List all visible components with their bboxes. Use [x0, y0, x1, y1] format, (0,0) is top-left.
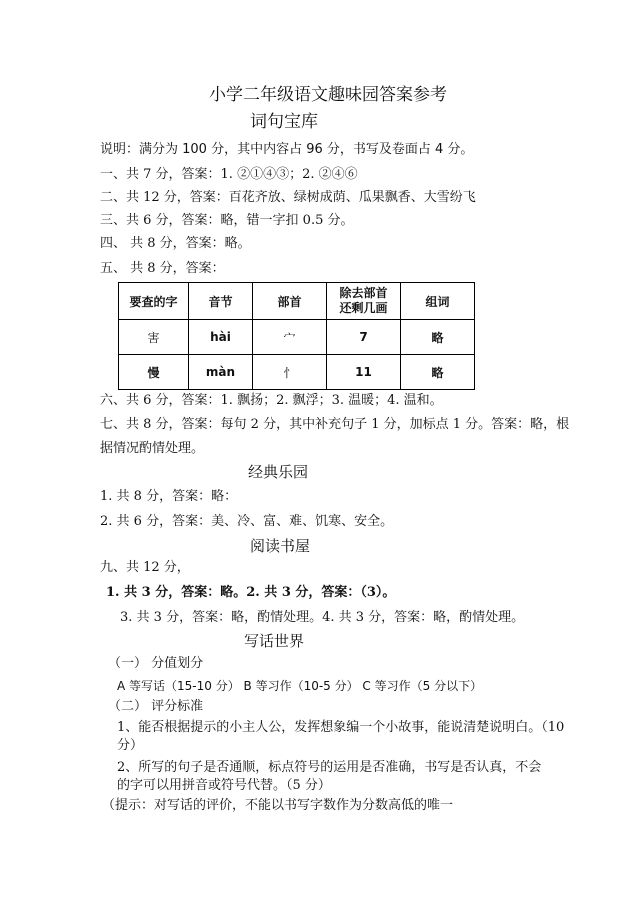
answer-q3: 三、共 6 分，答案：略，错一字扣 0.5 分。: [100, 213, 354, 228]
table-row: [119, 320, 475, 355]
section-title-reading: 阅读书屋: [250, 537, 311, 555]
table-cell: hài: [189, 320, 253, 355]
writing-criteria-heading: （二） 评分标准: [108, 699, 204, 714]
writing-criterion-1-line1: 1、能否根据提示的小主人公，发挥想象编一个小故事，能说清楚说明白。（10: [117, 720, 565, 735]
writing-hint: （提示：对写话的评价，不能以书写字数作为分数高低的唯一: [102, 798, 454, 813]
answer-q4: 四、 共 8 分，答案：略。: [100, 236, 251, 251]
table-header: 组词: [401, 283, 475, 320]
table-cell: 忄: [253, 355, 327, 390]
answer-reading-intro: 九、共 12 分，: [100, 560, 190, 575]
writing-criterion-2-line2: 的字可以用拼音或符号代替。（5 分）: [117, 778, 331, 793]
section-title-writing: 写话世界: [244, 632, 305, 650]
answer-q5: 五、 共 8 分，答案：: [100, 261, 225, 276]
writing-criterion-1-line2: 分）: [117, 738, 144, 753]
table-header: 部首: [253, 283, 327, 320]
table-cell: 宀: [253, 320, 327, 355]
table-cell: màn: [189, 355, 253, 390]
table-row: [119, 355, 475, 390]
section-title-classics: 经典乐园: [248, 463, 309, 481]
table-cell: 7: [327, 320, 401, 355]
answer-q6: 六、共 6 分，答案：1. 飘扬；2. 飘浮；3. 温暖；4. 温和。: [100, 393, 443, 408]
writing-score-levels-heading: （一） 分值划分: [108, 656, 204, 671]
answer-reading-3-4: 3. 共 3 分，答案：略，酌情处理。4. 共 3 分，答案：略，酌情处理。: [120, 610, 525, 625]
answer-reading-1-2: 1. 共 3 分，答案：略。2. 共 3 分，答案：（3）。: [106, 585, 396, 600]
dictionary-lookup-table: [118, 282, 475, 390]
table-cell: 慢: [119, 355, 189, 390]
table-cell: 害: [119, 320, 189, 355]
answer-classics-1: 1. 共 8 分，答案：略：: [100, 489, 238, 504]
table-cell: 略: [401, 355, 475, 390]
document-title: 小学二年级语文趣味园答案参考: [209, 85, 447, 105]
answer-q1: 一、共 7 分，答案：1. ②①④③；2. ②④⑥: [100, 167, 358, 182]
answer-q7-line2: 据情况酌情处理。: [100, 441, 205, 456]
writing-score-levels: A 等写话（15-10 分） B 等习作（10-5 分） C 等习作（5 分以下）: [117, 679, 483, 693]
table-cell: 11: [327, 355, 401, 390]
answer-q2: 二、共 12 分，答案：百花齐放、绿树成荫、瓜果飘香、大雪纷飞: [100, 190, 476, 205]
scoring-note: 说明：满分为 100 分，其中内容占 96 分，书写及卷面占 4 分。: [100, 142, 474, 157]
table-header: 除去部首 还剩几画: [327, 283, 401, 320]
table-header-row: [119, 283, 475, 320]
writing-criterion-2-line1: 2、所写的句子是否通顺，标点符号的运用是否准确，书写是否认真，不会: [117, 760, 542, 775]
table-cell: 略: [401, 320, 475, 355]
section-title-word-treasury: 词句宝库: [250, 112, 318, 132]
answer-classics-2: 2. 共 6 分，答案：美、冷、富、难、饥寒、安全。: [100, 514, 394, 529]
table-header: 要查的字: [119, 283, 189, 320]
answer-q7-line1: 七、共 8 分，答案：每句 2 分，其中补充句子 1 分，加标点 1 分。答案：略，根: [100, 417, 570, 432]
table-header: 音节: [189, 283, 253, 320]
